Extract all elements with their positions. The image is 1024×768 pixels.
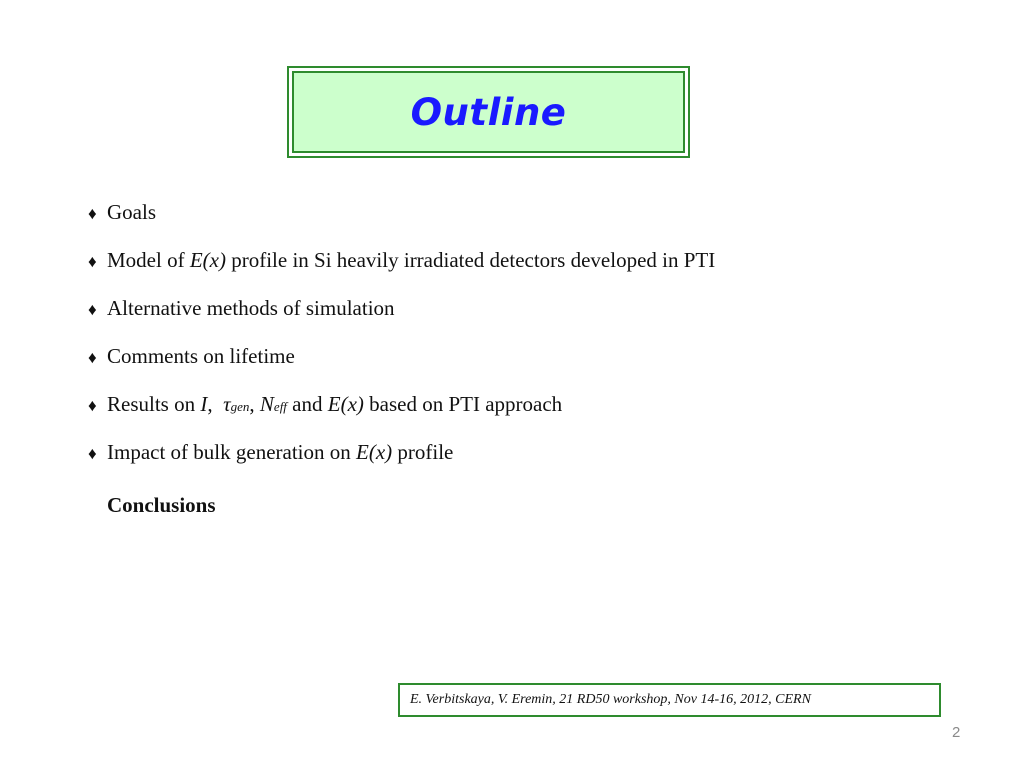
outline-item-goals bbox=[88, 200, 715, 248]
outline-item-text: Goals bbox=[107, 200, 156, 224]
conclusions-heading: Conclusions bbox=[107, 493, 216, 517]
bullet-diamond-icon: ♦ bbox=[88, 252, 97, 271]
bullet-diamond-icon: ♦ bbox=[88, 348, 97, 367]
outline-item-em: E(x) bbox=[327, 392, 364, 416]
bullet-diamond-icon: ♦ bbox=[88, 204, 97, 223]
outline-item-model bbox=[88, 248, 715, 296]
outline-item-text: Alternative methods of simulation bbox=[107, 296, 395, 320]
footer-credit-box bbox=[398, 683, 941, 717]
separator: , bbox=[249, 392, 260, 416]
footer-credit-text: E. Verbitskaya, V. Eremin, 21 RD50 workshop, Nov 14-16, 2012, CERN bbox=[410, 692, 811, 707]
title-box bbox=[287, 66, 690, 158]
separator: , bbox=[207, 392, 224, 416]
bullet-diamond-icon: ♦ bbox=[88, 444, 97, 463]
variable-tau: τ bbox=[223, 392, 231, 416]
title-box-inner bbox=[292, 71, 685, 153]
outline-item-em: E(x) bbox=[356, 440, 393, 464]
n-subscript: eff bbox=[273, 399, 287, 414]
outline-list bbox=[88, 200, 715, 488]
outline-item-lifetime bbox=[88, 344, 715, 392]
outline-item-text: Comments on lifetime bbox=[107, 344, 295, 368]
outline-item-alternative-methods bbox=[88, 296, 715, 344]
outline-item-text: Results on bbox=[107, 392, 201, 416]
outline-item-results bbox=[88, 392, 715, 440]
outline-item-text: Impact of bulk generation on bbox=[107, 440, 357, 464]
tau-subscript: gen bbox=[230, 399, 250, 414]
outline-item-text: and bbox=[286, 392, 328, 416]
outline-item-text: Model of bbox=[107, 248, 190, 272]
outline-item-em: E(x) bbox=[189, 248, 226, 272]
outline-item-text: profile in Si heavily irradiated detectors developed in PTI bbox=[225, 248, 716, 272]
slide-title: Outline bbox=[410, 90, 567, 134]
variable-n: N bbox=[259, 392, 274, 416]
outline-item-text: profile bbox=[392, 440, 454, 464]
page-number: 2 bbox=[952, 724, 961, 741]
outline-item-text: based on PTI approach bbox=[363, 392, 563, 416]
bullet-diamond-icon: ♦ bbox=[88, 396, 97, 415]
bullet-diamond-icon: ♦ bbox=[88, 300, 97, 319]
outline-item-impact bbox=[88, 440, 715, 488]
variable-i: I bbox=[200, 392, 208, 416]
